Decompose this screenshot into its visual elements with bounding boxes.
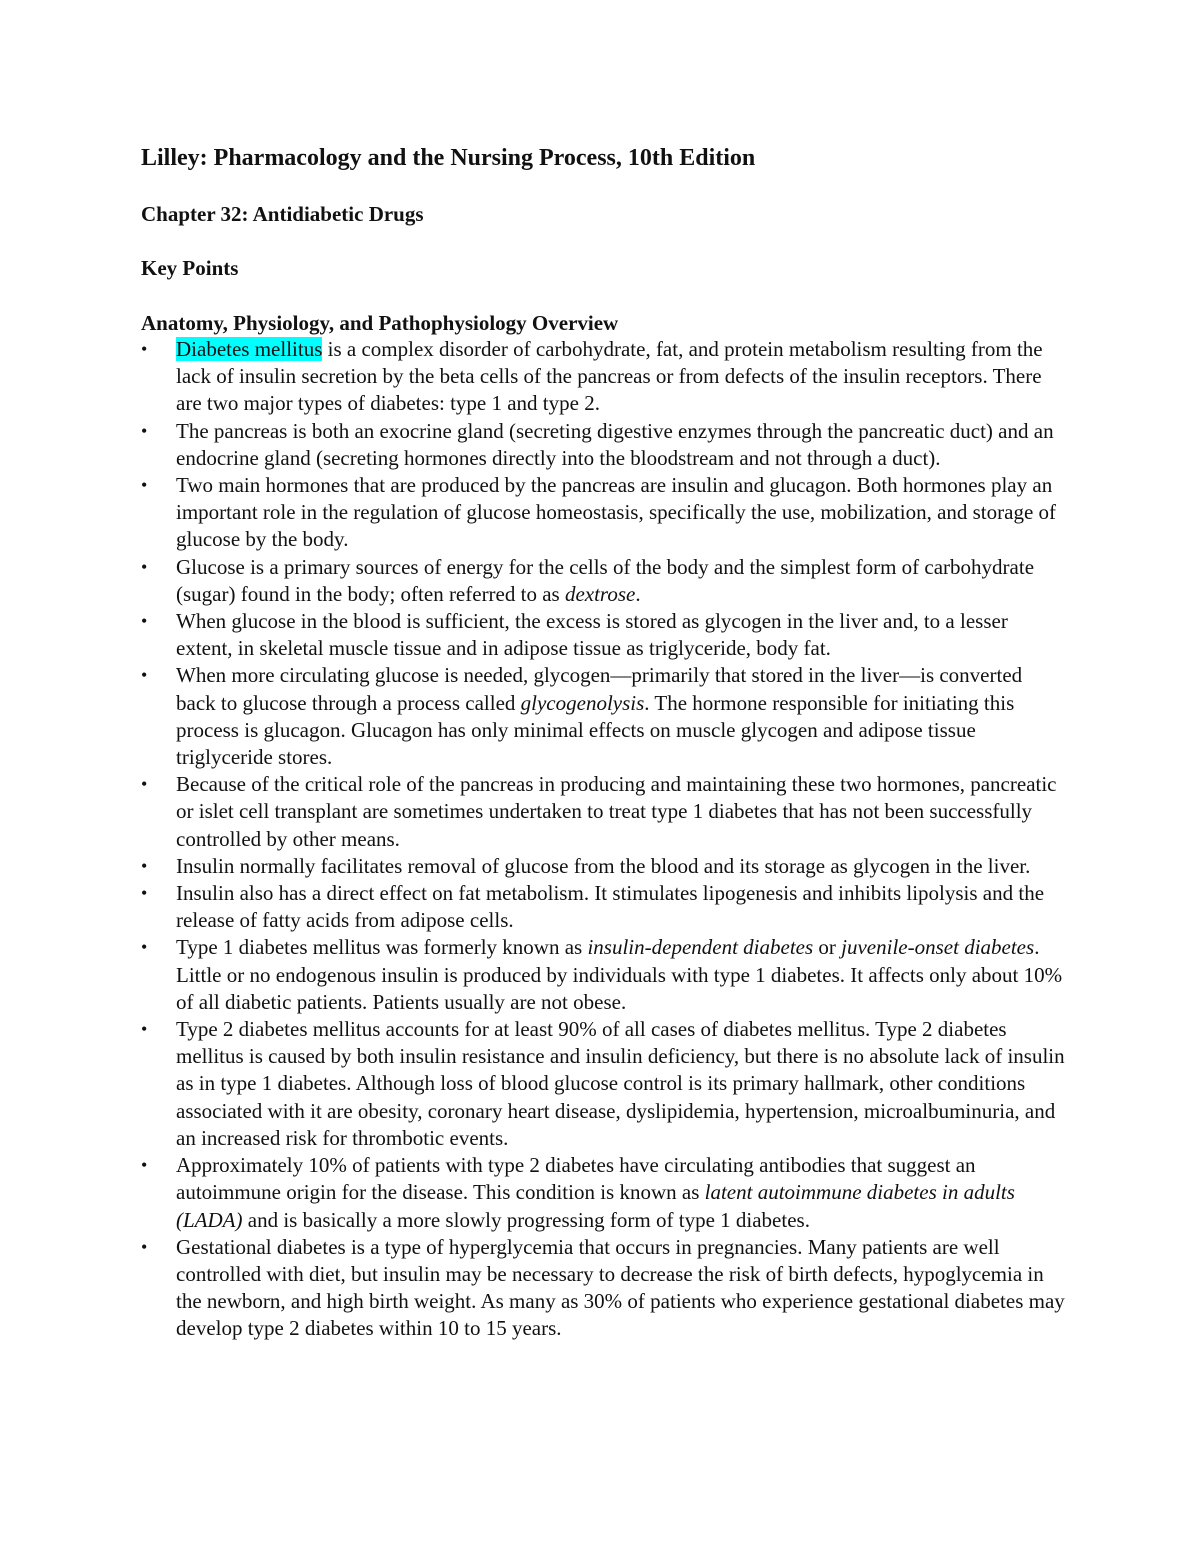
- bullet-icon: •: [141, 1155, 148, 1176]
- list-item-text: Because of the critical role of the pancreas in producing and maintaining these two hormones, pancreatic or islet cell transplant are sometimes undertaken to treat type 1 diabetes that has not been successfully controlled by other means.: [176, 772, 1057, 851]
- italic-term: dextrose: [564, 581, 636, 606]
- list-item: [141, 336, 1066, 418]
- list-item-text: Insulin also has a direct effect on fat metabolism. It stimulates lipogenesis and inhibits lipolysis and the release of fatty acids from adipose cells.: [176, 881, 1045, 933]
- list-item: [141, 1152, 1066, 1234]
- italic-term: insulin-dependent diabetes: [587, 935, 814, 960]
- list-item: [141, 662, 1066, 771]
- list-item-text: Type 1 diabetes mellitus was formerly known as: [176, 935, 588, 960]
- bullet-icon: •: [141, 1019, 148, 1040]
- list-item: [141, 771, 1066, 853]
- highlighted-term: Diabetes mellitus: [176, 337, 323, 361]
- list-item-text-mid: or: [813, 935, 842, 960]
- list-item: [141, 608, 1066, 662]
- list-item-text-end: .: [635, 581, 641, 606]
- list-item: [141, 934, 1066, 1016]
- document-title: Lilley: Pharmacology and the Nursing Process, 10th Edition: [141, 145, 756, 171]
- list-item-text: When glucose in the blood is sufficient, the excess is stored as glycogen in the liver and, to a lesser extent, in skeletal muscle tissue and in adipose tissue as triglyceride, body fat.: [176, 609, 1008, 661]
- list-item-text: Gestational diabetes is a type of hyperglycemia that occurs in pregnancies. Many patients are well controlled with diet, but insulin may be necessary to decrease the risk of birth defects, hypoglycemia in the newborn, and high birth weight. As many as 30% of patients who experience gestational diabetes may develop type 2 diabetes within 10 to 15 years.: [176, 1234, 1065, 1341]
- list-item-text: Insulin normally facilitates removal of glucose from the blood and its storage as glycogen in the liver.: [176, 853, 1031, 878]
- italic-term: latent autoimmune diabetes in adults (LADA): [176, 1180, 1015, 1232]
- list-item: [141, 880, 1066, 934]
- bullet-icon: •: [141, 1236, 148, 1257]
- key-points-heading: Key Points: [141, 256, 239, 280]
- list-item-text: Type 2 diabetes mellitus accounts for at least 90% of all cases of diabetes mellitus. Type 2 diabetes mellitus is caused by both insulin resistance and insulin deficiency, but there is no absolute lack of insulin as in type 1 diabetes. Although loss of blood glucose control is its primary hallmark, other conditions associated with it are obesity, coronary heart disease, dyslipidemia, hypertension, microalbuminuria, and an increased risk for thrombotic events.: [176, 1017, 1065, 1150]
- bullet-icon: •: [141, 611, 148, 632]
- list-item: [141, 472, 1066, 554]
- italic-term-2: juvenile-onset diabetes: [841, 935, 1035, 960]
- bullet-icon: •: [141, 665, 148, 686]
- bullet-icon: •: [141, 855, 148, 876]
- list-item: [141, 1016, 1066, 1152]
- list-item: [141, 418, 1066, 472]
- list-item: [141, 853, 1066, 880]
- list-item-text: is a complex disorder of carbohydrate, fat, and protein metabolism resulting from the lack of insulin secretion by the beta cells of the pancreas or from defects of the insulin receptors. There are two major types of diabetes: type 1 and type 2.: [176, 337, 1043, 416]
- bullet-icon: •: [141, 475, 148, 496]
- key-points-list: [141, 336, 1066, 1343]
- list-item: [141, 1234, 1066, 1343]
- list-item-text-end: . The hormone responsible for initiating this process is glucagon. Glucagon has only minimal effects on muscle glycogen and adipose tissue triglyceride stores.: [176, 690, 1015, 770]
- list-item: [141, 554, 1066, 608]
- list-item-text-end: and is basically a more slowly progressing form of type 1 diabetes.: [242, 1207, 810, 1232]
- list-item-text: The pancreas is both an exocrine gland (secreting digestive enzymes through the pancreatic duct) and an endocrine gland (secreting hormones directly into the bloodstream and not through a duct).: [176, 418, 1054, 470]
- list-item-text: Glucose is a primary sources of energy for the cells of the body and the simplest form of carbohydrate (sugar) found in the body; often referred to as: [176, 554, 1035, 606]
- bullet-icon: •: [141, 556, 148, 577]
- bullet-icon: •: [141, 937, 148, 958]
- bullet-icon: •: [141, 774, 148, 795]
- italic-term: glycogenolysis: [520, 690, 645, 715]
- bullet-icon: •: [141, 339, 148, 359]
- section-heading: Anatomy, Physiology, and Pathophysiology Overview: [141, 311, 619, 335]
- chapter-title: Chapter 32: Antidiabetic Drugs: [141, 202, 424, 226]
- list-item-text: Two main hormones that are produced by the pancreas are insulin and glucagon. Both hormones play an important role in the regulation of glucose homeostasis, specifically the use, mobilization, and storage of glucose by the body.: [176, 473, 1057, 552]
- list-item-text-end: . Little or no endogenous insulin is produced by individuals with type 1 diabetes. It affects only about 10% of all diabetic patients. Patients usually are not obese.: [176, 935, 1063, 1014]
- bullet-icon: •: [141, 420, 148, 441]
- list-item-text: When more circulating glucose is needed, glycogen—primarily that stored in the liver—is converted back to glucose through a process called: [176, 663, 1023, 715]
- list-item-text: Approximately 10% of patients with type 2 diabetes have circulating antibodies that suggest an autoimmune origin for the disease. This condition is known as: [176, 1153, 976, 1205]
- bullet-icon: •: [141, 883, 148, 904]
